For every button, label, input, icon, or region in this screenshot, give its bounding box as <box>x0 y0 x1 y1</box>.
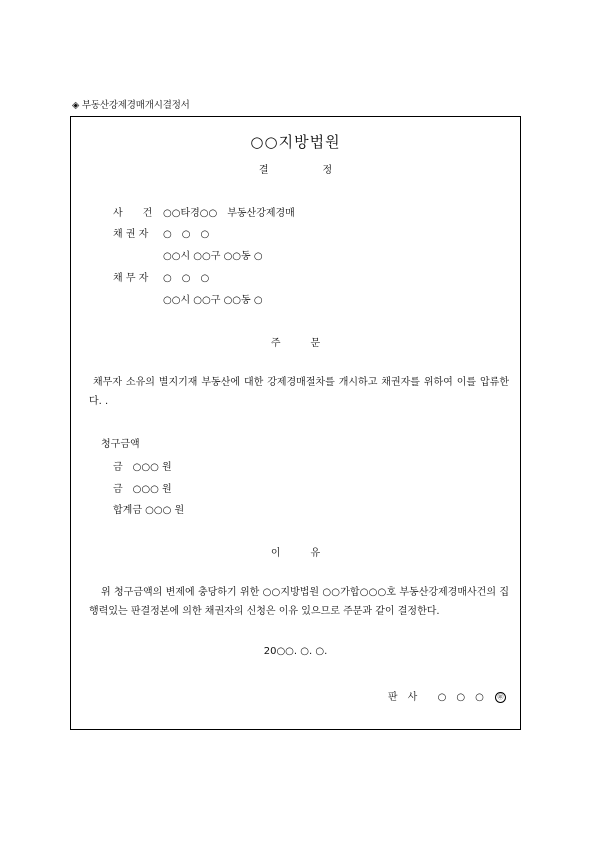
court-name: ○○지방법원 <box>250 133 341 151</box>
reason-title: 이 유 <box>270 548 321 559</box>
reason-text: 위 청구금액의 변제에 충당하기 위한 ○○지방법원 ○○가합○○○호 부동산강제경매사건의 집행력있는 판결정본에 의한 채권자의 신청은 이유 있으므로 주문과 같이 결정한다. <box>89 587 509 617</box>
creditor-address: ○○시 ○○구 ○○동 ○ <box>163 251 263 262</box>
debtor-label: 채 무 자 <box>113 273 149 284</box>
case-label: 사 건 <box>113 208 153 219</box>
case-value: ○○타경○○ 부동산강제경매 <box>163 208 295 219</box>
creditor-name: ○ ○ ○ <box>163 229 210 240</box>
creditor-label: 채 권 자 <box>113 229 149 240</box>
judge-label: 판 사 <box>387 692 418 703</box>
claim-amount-1: 금 ○○○ 원 <box>113 462 172 473</box>
decision-date: 20○○. ○. ○. <box>263 646 328 657</box>
claim-total: 합계금 ○○○ 원 <box>113 505 185 516</box>
debtor-name: ○ ○ ○ <box>163 273 210 284</box>
document-heading: ◈ 부동산강제경매개시결정서 <box>72 100 190 111</box>
debtor-address: ○○시 ○○구 ○○동 ○ <box>163 295 263 306</box>
decision-document-frame <box>70 116 521 730</box>
claim-title: 청구금액 <box>101 439 140 450</box>
document-type-title: 결 정 <box>258 165 355 176</box>
order-title: 주 문 <box>270 338 321 349</box>
order-text: 채무자 소유의 별지기재 부동산에 대한 강제경매절차를 개시하고 채권자를 위하여 이를 압류한다. . <box>89 377 509 407</box>
claim-amount-2: 금 ○○○ 원 <box>113 484 172 495</box>
judge-seal: ㊞ <box>495 692 506 703</box>
judge-name: ○ ○ ○ <box>437 692 484 703</box>
judge-signature <box>388 688 506 703</box>
